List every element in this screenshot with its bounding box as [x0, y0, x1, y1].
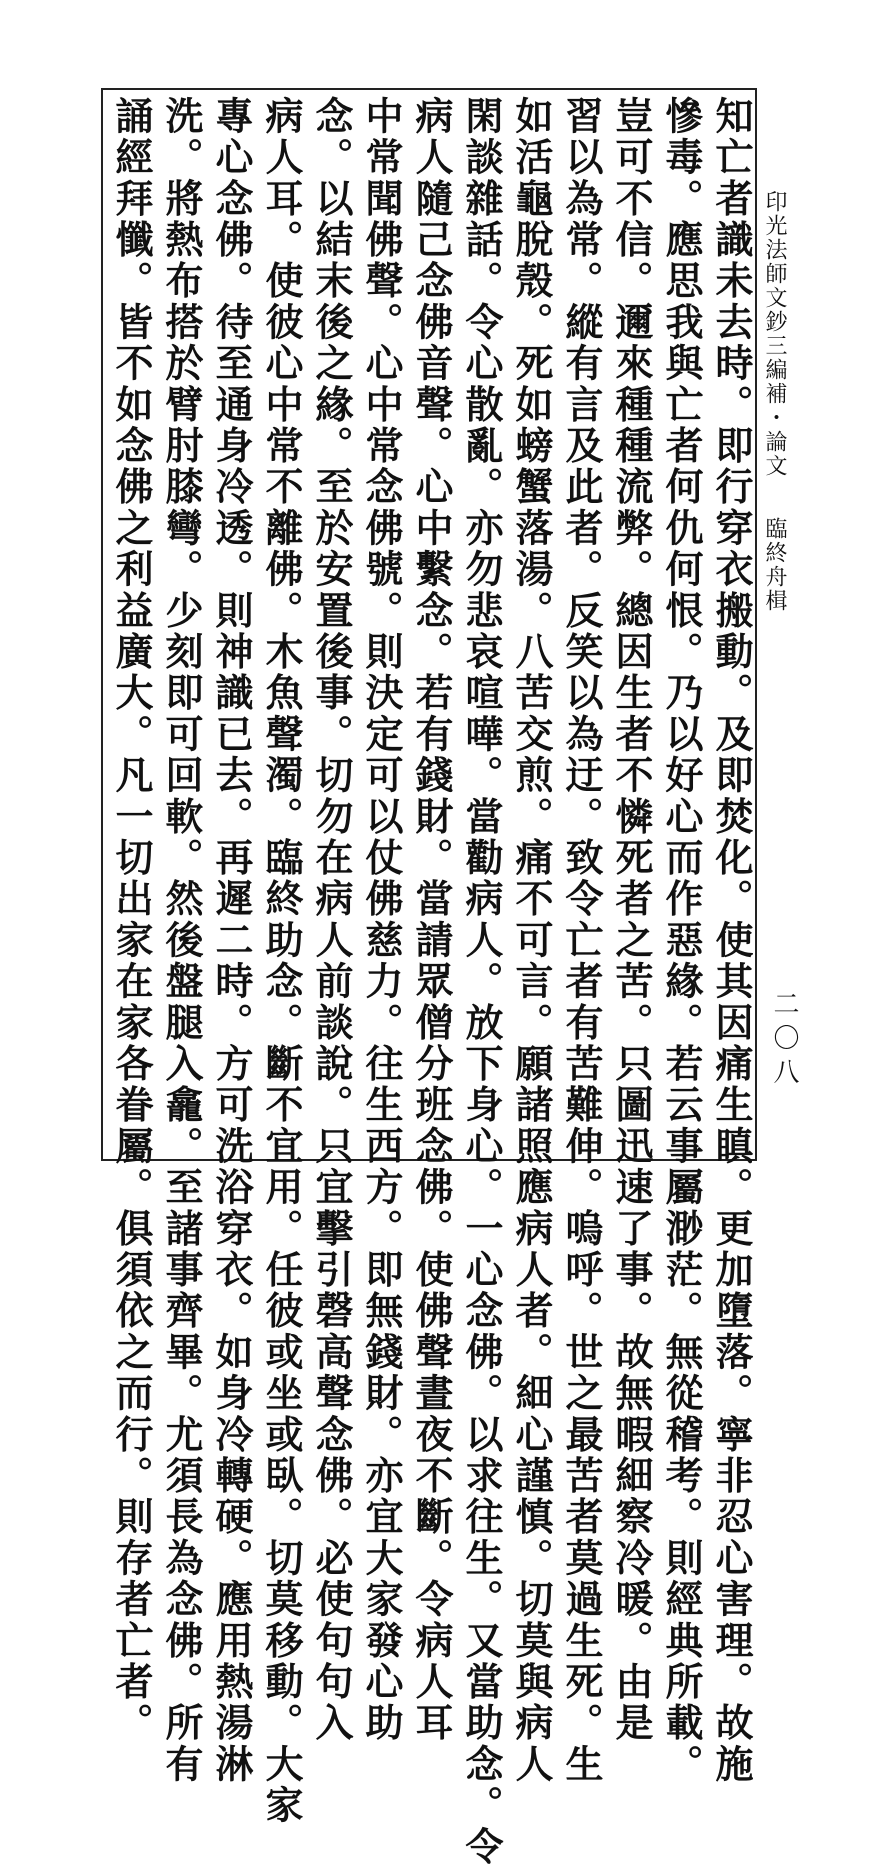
text-column: 專心念佛。待至通身冷透。則神識已去。再遲二時。方可洗浴穿衣。如身冷轉硬。應用熱湯淋 — [209, 96, 254, 1786]
text-column: 閑談雜話。令心散亂。亦勿悲哀喧嘩。當勸病人。放下身心。一心念佛。以求往生。又當助念。令 — [459, 96, 504, 1868]
text-column: 洗。將熱布搭於臂肘膝彎。少刻即可回軟。然後盤腿入龕。至諸事齊畢。尤須長為念佛。所有 — [159, 96, 204, 1786]
text-column: 病人耳。使彼心中常不離佛。木魚聲濁。臨終助念。斷不宜用。任彼或坐或臥。切莫移動。大家 — [259, 96, 304, 1827]
book-title: 印光法師文鈔三編補・論文 — [762, 190, 787, 478]
text-column: 慘毒。應思我與亡者何仇何恨。乃以好心而作惡緣。若云事屬渺茫。無從稽考。則經典所載。 — [659, 96, 704, 1786]
running-header — [760, 190, 788, 613]
chapter-title: 臨終舟楫 — [762, 517, 787, 613]
text-column: 病人隨己念佛音聲。心中繫念。若有錢財。當請眾僧分班念佛。使佛聲晝夜不斷。令病人耳 — [409, 96, 454, 1744]
text-column: 知亡者識未去時。即行穿衣搬動。及即焚化。使其因痛生瞋。更加墮落。寧非忍心害理。故施 — [709, 96, 754, 1786]
text-column: 豈可不信。邇來種種流弊。總因生者不憐死者之苦。只圖迅速了事。故無暇細察冷暖。由是 — [609, 96, 654, 1744]
text-column: 念。以結末後之緣。至於安置後事。切勿在病人前談說。只宜擊引磬高聲念佛。必使句句入 — [309, 96, 354, 1744]
text-column: 中常聞佛聲。心中常念佛號。則決定可以仗佛慈力。往生西方。即無錢財。亦宜大家發心助 — [359, 96, 404, 1744]
page-number: 二〇八 — [769, 990, 799, 1092]
text-column: 如活龜脫殼。死如螃蟹落湯。八苦交煎。痛不可言。願諸照應病人者。細心謹慎。切莫與病人 — [509, 96, 554, 1786]
text-column: 習以為常。縱有言及此者。反笑以為迂。致令亡者有苦難伸。嗚呼。世之最苦者莫過生死。生 — [559, 96, 604, 1786]
text-column: 誦經拜懺。皆不如念佛之利益廣大。凡一切出家在家各眷屬。俱須依之而行。則存者亡者。 — [109, 96, 154, 1744]
